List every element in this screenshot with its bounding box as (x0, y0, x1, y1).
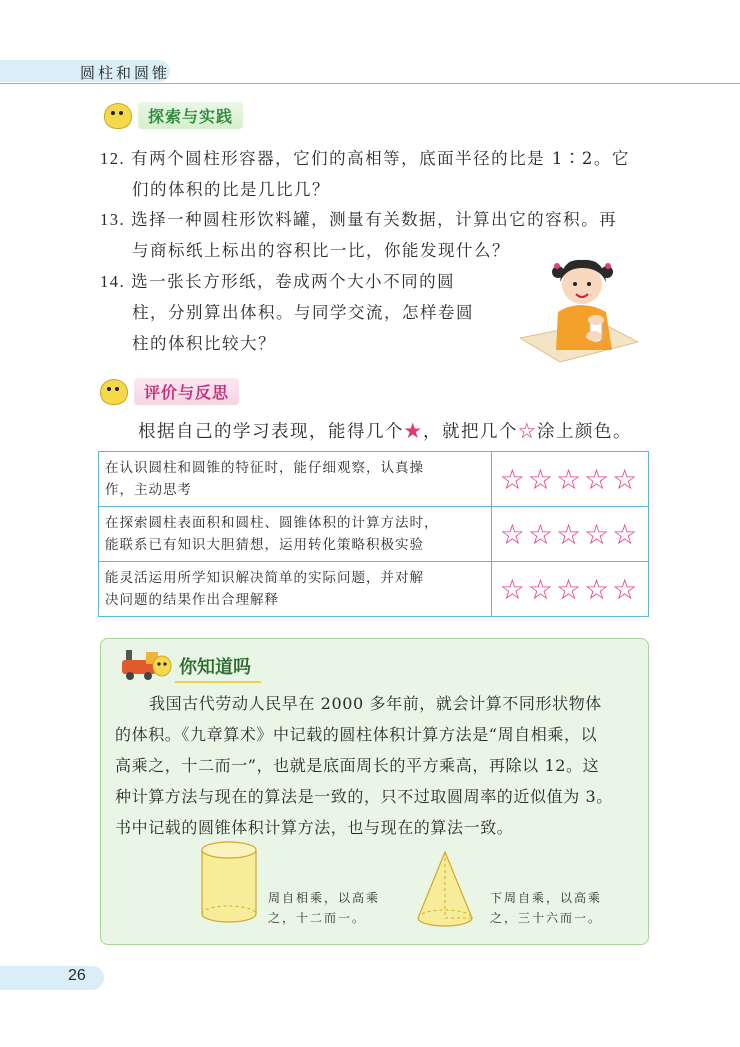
table-row (99, 562, 649, 617)
reflect-heading (100, 378, 239, 405)
criterion-cell (99, 562, 492, 617)
criterion-text: 作，主动思考 (105, 482, 192, 498)
criterion-text: 在认识圆柱和圆锥的特征时，能仔细观察，认真操 (105, 460, 424, 476)
problem-line: 选一张长方形纸，卷成两个大小不同的圆 (131, 272, 456, 291)
cylinder-figure (196, 838, 262, 926)
header-divider (0, 83, 740, 84)
page-number: 26 (68, 967, 86, 984)
table-row (99, 452, 649, 507)
problem-number: 14. (100, 272, 126, 291)
instruction-text: 根据自己的学习表现，能得几个 (138, 422, 404, 442)
criterion-cell (99, 507, 492, 562)
cone-caption (490, 888, 602, 928)
cylinder-caption (268, 888, 380, 928)
train-mascot-icon (118, 646, 172, 682)
instruction-text: 涂上颜色。 (537, 422, 632, 442)
paragraph-line: 我国古代劳动人民早在 2000 多年前，就会计算不同形状物体 (149, 694, 602, 713)
paragraph-line: 种计算方法与现在的算法是一致的，只不过取圆周率的近似值为 3。 (115, 787, 613, 806)
problem-line: 有两个圆柱形容器，它们的高相等，底面半径的比是 1∶2。它 (131, 149, 630, 168)
rating-stars[interactable]: ☆☆☆☆☆ (492, 562, 649, 617)
problem-line: 柱的体积比较大？ (132, 334, 276, 353)
reflect-title: 评价与反思 (134, 378, 239, 405)
problem-number: 13. (100, 210, 126, 229)
did-you-know-text (115, 688, 637, 843)
problem-12 (100, 143, 660, 205)
problem-line: 们的体积的比是几比几？ (132, 180, 330, 199)
girl-illustration (520, 250, 638, 370)
table-row (99, 507, 649, 562)
self-evaluation-table (98, 451, 649, 617)
rating-stars[interactable]: ☆☆☆☆☆ (492, 452, 649, 507)
chapter-title: 圆柱和圆锥 (80, 64, 171, 82)
paragraph-line: 高乘之，十二而一”，也就是底面周长的平方乘高，再除以 12。这 (115, 756, 600, 775)
chick-mascot-icon (104, 103, 132, 129)
caption-line: 周自相乘，以高乘 (268, 891, 381, 905)
chick-mascot-icon (100, 379, 128, 405)
filled-star-icon: ★ (404, 422, 423, 442)
empty-star-icon: ☆ (518, 422, 537, 442)
explore-title: 探索与实践 (138, 102, 243, 129)
criterion-text: 决问题的结果作出合理解释 (105, 592, 279, 608)
rating-stars[interactable]: ☆☆☆☆☆ (492, 507, 649, 562)
caption-line: 之，十二而一。 (268, 911, 367, 925)
paragraph-line: 的体积。《九章算术》中记载的圆柱体积计算方法是“周自相乘，以 (115, 725, 598, 744)
paragraph-line: 书中记载的圆锥体积计算方法，也与现在的算法一致。 (115, 818, 514, 837)
problem-number: 12. (100, 149, 126, 168)
criterion-text: 能联系已有知识大胆猜想，运用转化策略积极实验 (105, 537, 424, 553)
criterion-cell (99, 452, 492, 507)
page-number-tab (0, 966, 104, 990)
criterion-text: 能灵活运用所学知识解决简单的实际问题，并对解 (105, 570, 424, 586)
did-you-know-title: 你知道吗 (175, 653, 261, 683)
problem-line: 与商标纸上标出的容积比一比，你能发现什么？ (132, 241, 510, 260)
reflect-instruction (138, 418, 632, 443)
problem-14 (100, 266, 520, 359)
criterion-text: 在探索圆柱表面积和圆柱、圆锥体积的计算方法时， (105, 515, 439, 531)
cone-figure (412, 848, 478, 930)
problem-line: 选择一种圆柱形饮料罐，测量有关数据，计算出它的容积。再 (131, 210, 618, 229)
caption-line: 之，三十六而一。 (490, 911, 603, 925)
instruction-text: ，就把几个 (423, 422, 518, 442)
caption-line: 下周自乘，以高乘 (490, 891, 603, 905)
explore-heading (104, 102, 243, 129)
problem-line: 柱，分别算出体积。与同学交流，怎样卷圆 (132, 303, 474, 322)
